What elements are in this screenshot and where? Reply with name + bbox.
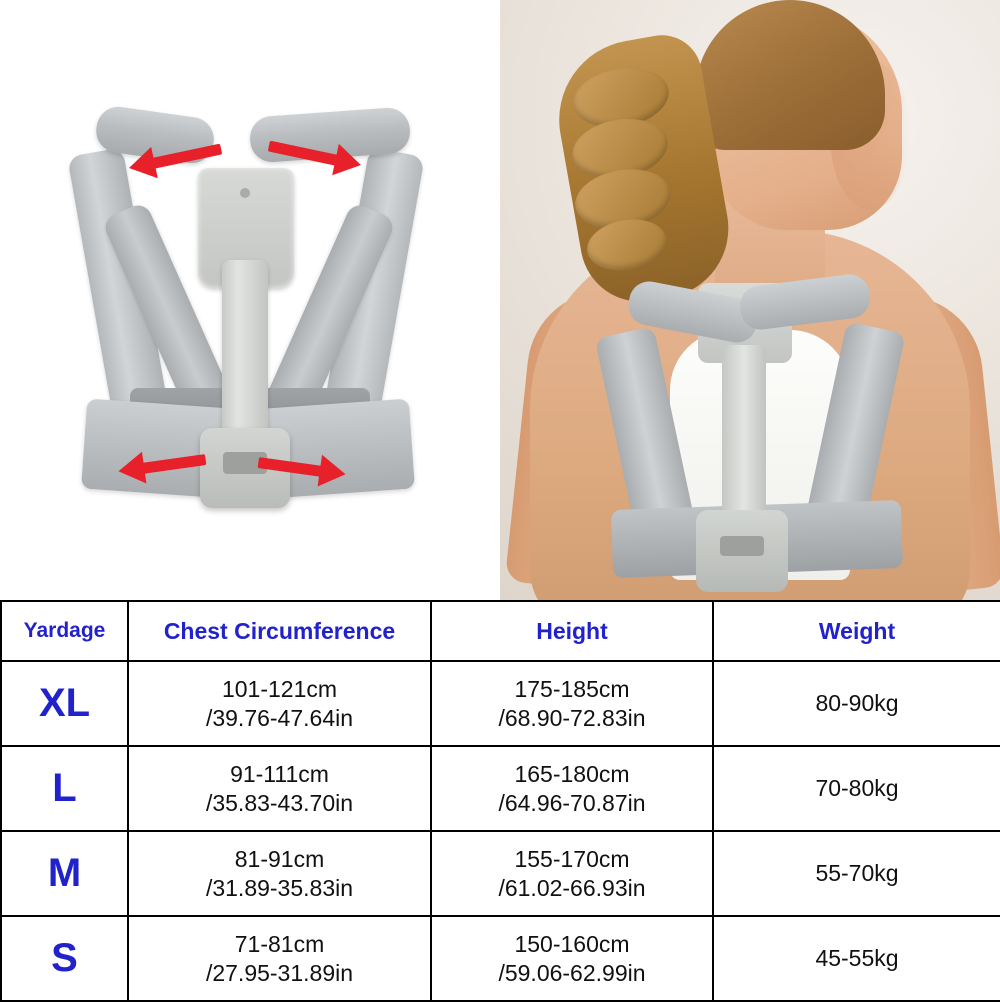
cell-weight-s: 45-55kg <box>713 916 1000 1001</box>
header-chest-circumference: Chest Circumference <box>128 601 431 661</box>
table-header-row <box>1 601 1000 661</box>
chest-l-in: /35.83-43.70in <box>205 789 354 816</box>
cell-height-s <box>431 916 713 1001</box>
cell-size-s: S <box>1 916 128 1001</box>
cell-size-m: M <box>1 831 128 916</box>
cell-height-l <box>431 746 713 831</box>
worn-spine-buckle-slot <box>720 536 764 556</box>
cell-height-xl <box>431 661 713 746</box>
cell-weight-m: 55-70kg <box>713 831 1000 916</box>
table-row <box>1 831 1000 916</box>
cell-weight-xl: 80-90kg <box>713 661 1000 746</box>
product-flatlay-image <box>0 0 500 600</box>
cell-chest-xl <box>128 661 431 746</box>
model-wearing-brace-image <box>500 0 1000 600</box>
height-m-in: /61.02-66.93in <box>498 874 646 901</box>
height-m-cm: 155-170cm <box>514 845 630 872</box>
chest-m-cm: 81-91cm <box>234 845 325 872</box>
header-weight: Weight <box>713 601 1000 661</box>
cell-size-l: L <box>1 746 128 831</box>
cell-weight-l: 70-80kg <box>713 746 1000 831</box>
chest-xl-cm: 101-121cm <box>221 675 338 702</box>
header-height: Height <box>431 601 713 661</box>
cell-chest-s <box>128 916 431 1001</box>
height-xl-cm: 175-185cm <box>514 675 630 702</box>
cell-chest-m <box>128 831 431 916</box>
table-row <box>1 661 1000 746</box>
chest-m-in: /31.89-35.83in <box>205 874 354 901</box>
chest-l-cm: 91-111cm <box>230 760 329 787</box>
height-xl-in: /68.90-72.83in <box>498 704 646 731</box>
chest-xl-in: /39.76-47.64in <box>205 704 354 731</box>
cell-chest-l <box>128 746 431 831</box>
spine-plate-notch <box>240 188 250 198</box>
cell-size-xl: XL <box>1 661 128 746</box>
height-l-in: /64.96-70.87in <box>498 789 646 816</box>
size-chart-table <box>0 600 1000 1002</box>
table-row <box>1 746 1000 831</box>
header-yardage: Yardage <box>1 601 128 661</box>
height-s-cm: 150-160cm <box>514 930 630 957</box>
cell-height-m <box>431 831 713 916</box>
height-s-in: /59.06-62.99in <box>498 959 646 986</box>
chest-s-in: /27.95-31.89in <box>205 959 354 986</box>
table-row <box>1 916 1000 1001</box>
height-l-cm: 165-180cm <box>514 760 630 787</box>
chest-s-cm: 71-81cm <box>234 930 325 957</box>
